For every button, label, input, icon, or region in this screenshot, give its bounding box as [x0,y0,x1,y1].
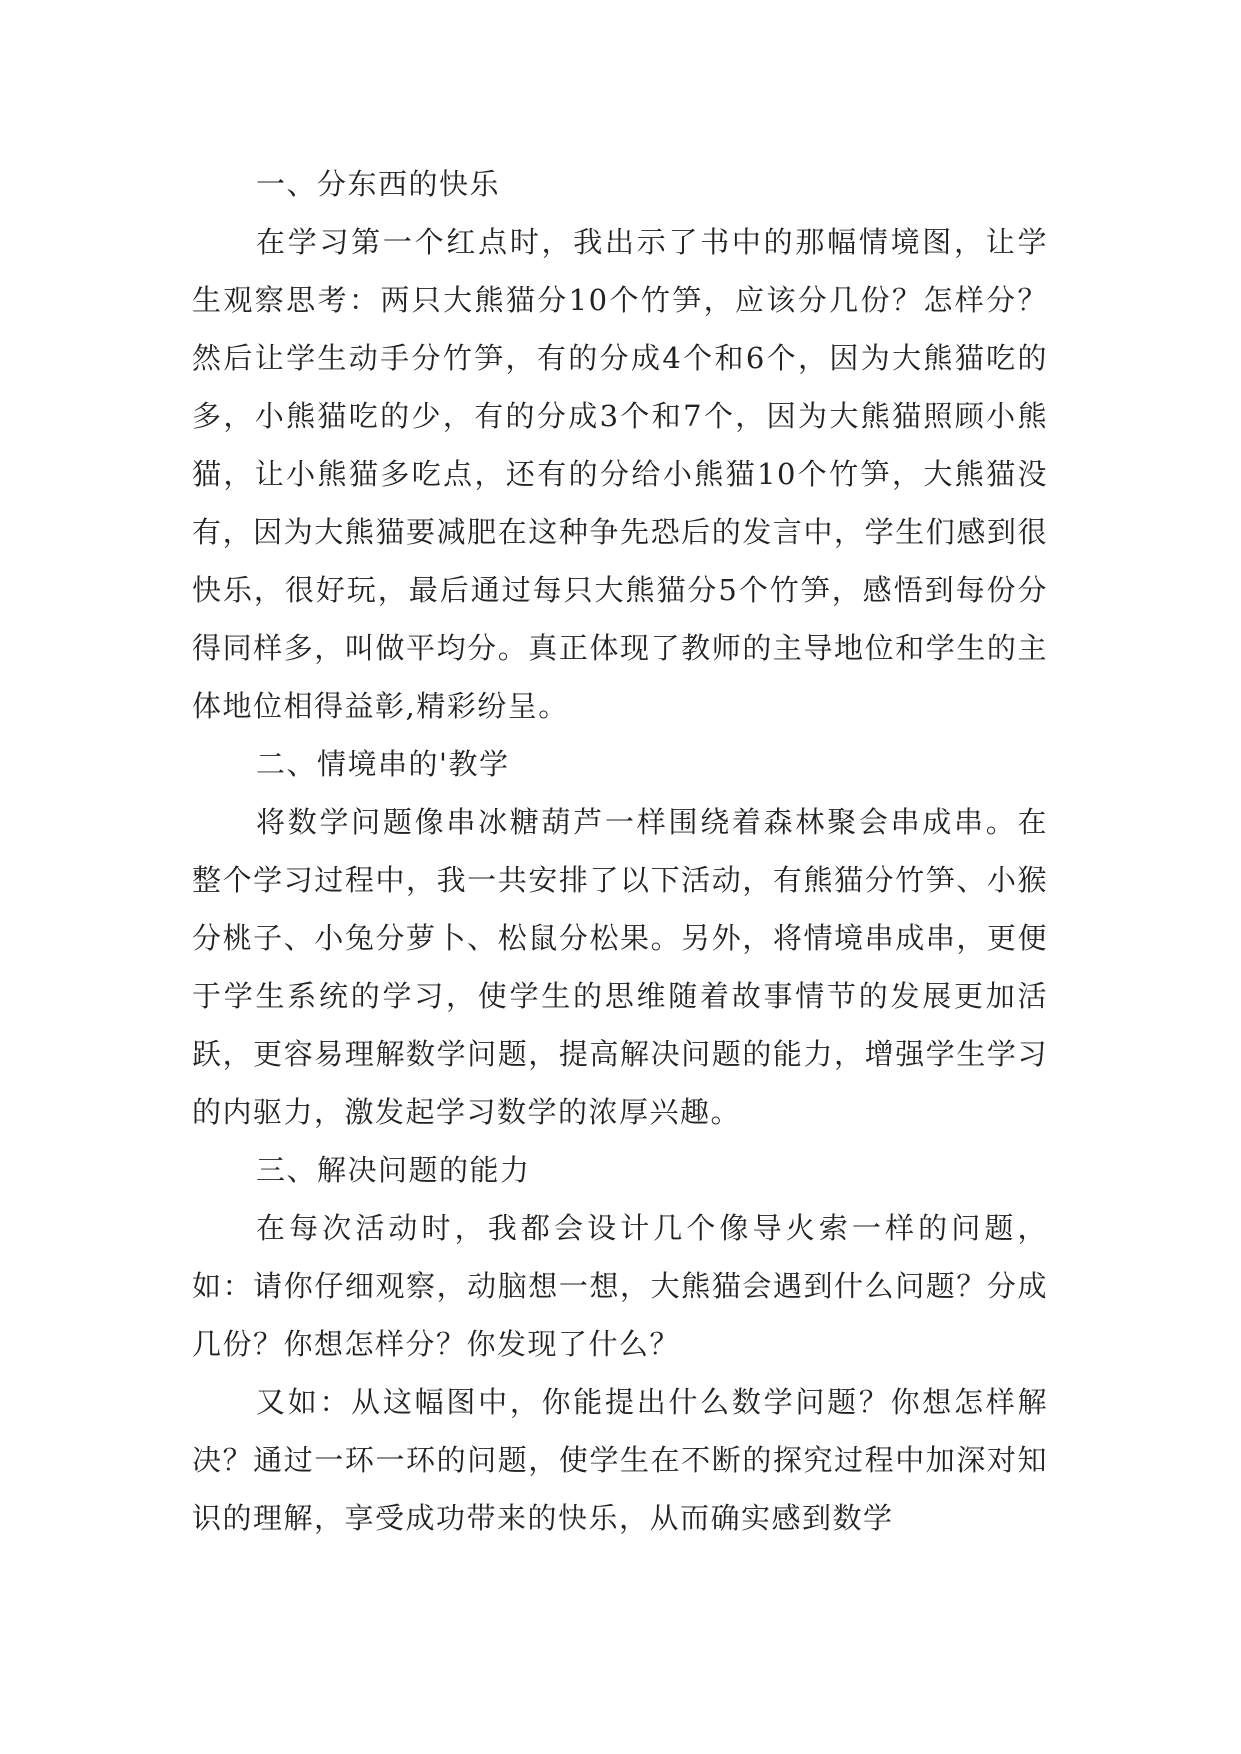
document-body [192,155,1048,1547]
section-1-paragraph-1: 在学习第一个红点时，我出示了书中的那幅情境图，让学生观察思考：两只大熊猫分10个竹笋，应该分几份？怎样分？然后让学生动手分竹笋，有的分成4个和6个，因为大熊猫吃的多，小熊猫吃的少，有的分成3个和7个，因为大熊猫照顾小熊猫，让小熊猫多吃点，还有的分给小熊猫10个竹笋，大熊猫没有，因为大熊猫要减肥在这种争先恐后的发言中，学生们感到很快乐，很好玩，最后通过每只大熊猫分5个竹笋，感悟到每份分得同样多，叫做平均分。真正体现了教师的主导地位和学生的主体地位相得益彰,精彩纷呈。 [192,225,1048,723]
section-3-paragraph-2: 又如：从这幅图中，你能提出什么数学问题？你想怎样解决？通过一环一环的问题，使学生在不断的探究过程中加深对知识的理解，享受成功带来的快乐，从而确实感到数学 [192,1385,1048,1535]
section-heading-3: 三、解决问题的能力 [256,1153,531,1187]
section-3-paragraph-1: 在每次活动时，我都会设计几个像导火索一样的问题，如：请你仔细观察，动脑想一想，大熊猫会遇到什么问题？分成几份？你想怎样分？你发现了什么？ [192,1211,1048,1361]
section-heading-1: 一、分东西的快乐 [256,167,501,201]
section-heading-2: 二、情境串的'教学 [256,747,510,781]
section-2-paragraph-1: 将数学问题像串冰糖葫芦一样围绕着森林聚会串成串。在整个学习过程中，我一共安排了以下活动，有熊猫分竹笋、小猴分桃子、小兔分萝卜、松鼠分松果。另外，将情境串成串，更便于学生系统的学习，使学生的思维随着故事情节的发展更加活跃，更容易理解数学问题，提高解决问题的能力，增强学生学习的内驱力，激发起学习数学的浓厚兴趣。 [192,805,1048,1129]
